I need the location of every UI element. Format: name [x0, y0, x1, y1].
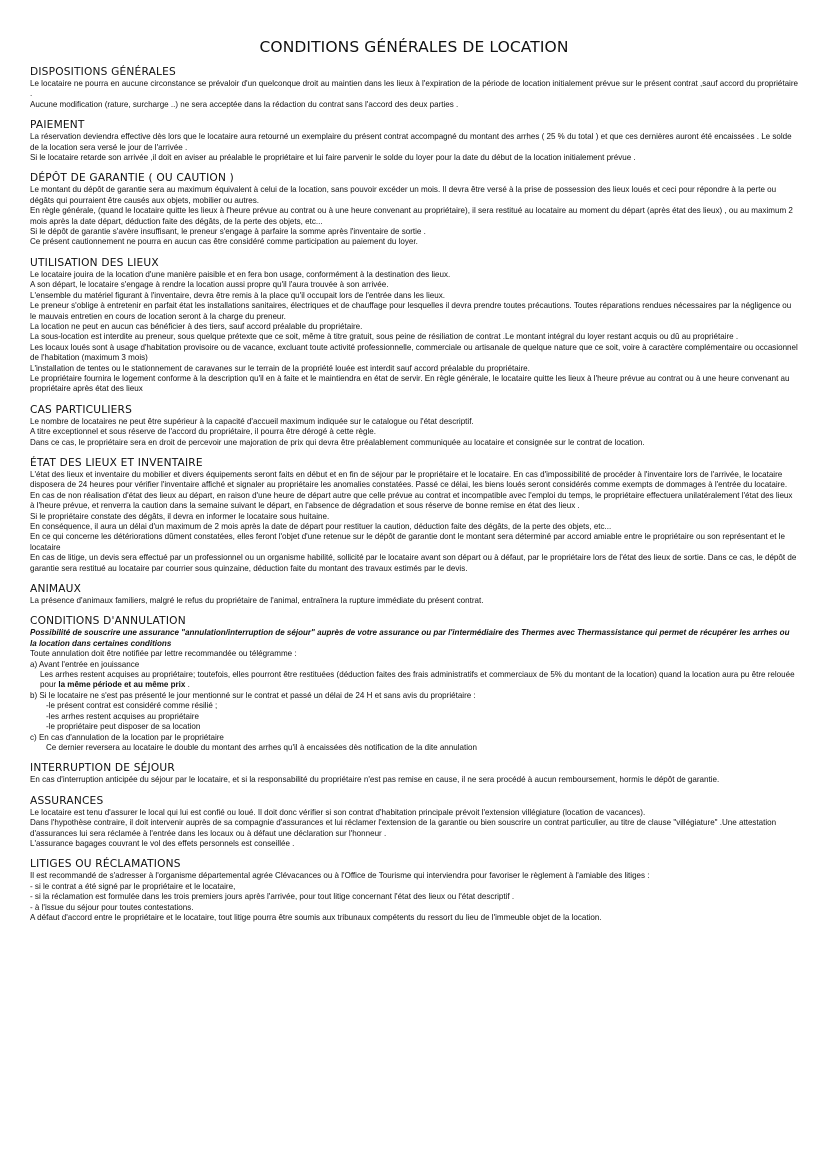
paragraph: - si le contrat a été signé par le propriétaire et le locataire,: [30, 881, 236, 891]
annulation-a-label: a) Avant l'entrée en jouissance: [30, 659, 140, 669]
paragraph: Le locataire jouira de la location d'une manière paisible et en fera bon usage, conformément à la destination des lieux.: [30, 269, 451, 279]
section: [30, 457, 798, 574]
paragraph: Si le dépôt de garantie s'avère insuffisant, le preneur s'engage à parfaire la somme après l'inventaire de sortie .: [30, 227, 426, 237]
paragraph: En conséquence, il aura un délai d'un maximum de 2 mois après la date de départ pour restituer la caution, déduction faite des dégâts, de la perte des objets, etc...: [30, 522, 612, 531]
section-heading: DÉPÔT DE GARANTIE ( OU CAUTION ): [30, 172, 234, 185]
paragraph: L'ensemble du matériel figurant à l'inventaire, devra être remis à la place qu'il occupait lors de l'entrée dans les lieux.: [30, 290, 445, 300]
paragraph: La sous-location est interdite au preneur, sous quelque prétexte que ce soit, même à titre gratuit, sous peine de résiliation de contrat .Le montant intégral du loyer restant acquis ou dû au propriétaire .: [30, 332, 739, 342]
section: [30, 583, 798, 606]
annulation-b-item: -le présent contrat est considéré comme résilié ;: [46, 701, 218, 711]
section: [30, 858, 798, 923]
paragraph: La présence d'animaux familiers, malgré le refus du propriétaire de l'animal, entraînera la rupture immédiate du présent contrat.: [30, 596, 484, 606]
annulation-a-text: Les arrhes restent acquises au propriétaire; toutefois, elles pourront être restituées (déduction faites des frais administratifs et commerciaux de 5% du montant de la location) quand la location aura pu être relouée pour la même période et au même prix .: [40, 670, 795, 690]
paragraph: - si la réclamation est formulée dans les trois premiers jours après l'arrivée, pour tout litige concernant l'état des lieux ou l'état descriptif .: [30, 892, 515, 902]
section: [30, 119, 798, 163]
section-heading: UTILISATION DES LIEUX: [30, 256, 159, 269]
paragraph: Le locataire est tenu d'assurer le local qui lui est confié ou loué. Il doit donc vérifier si son contrat d'habitation principale prévoit l'extension villégiature (location de vacances).: [30, 807, 646, 817]
paragraph: - à l'issue du séjour pour toutes contestations.: [30, 902, 194, 912]
section-annulation: [30, 615, 798, 753]
annulation-b-item: -le propriétaire peut disposer de sa location: [46, 722, 201, 732]
paragraph: Le propriétaire fournira le logement conforme à la description qu'il en à faite et le maintiendra en état de servir. En règle générale, le locataire quitte les lieux à l'heure prévue au contrat ou à une heure convenant au propriétaire après état des lieux: [30, 373, 790, 394]
paragraph: A titre exceptionnel et sous réserve de l'accord du propriétaire, il pourra être dérogé à cette règle.: [30, 427, 376, 437]
section: [30, 762, 798, 785]
paragraph: Si le propriétaire constate des dégâts, il devra en informer le locataire sous huitaine.: [30, 511, 330, 521]
paragraph: L'état des lieux et inventaire du mobilier et divers équipements seront faits en début et en fin de séjour par le propriétaire et le locataire. En cas d'impossibilité de procéder à l'inventaire lors de l'arrivée, le locataire disposera de 24 heures pour vérifier l'inventaire affiché et signaler au propriétaire les anomalies constatées. Passé ce délai, les biens loués seront considérés comme exempts de dommages à l'entrée du locataire.: [30, 469, 788, 490]
paragraph: Le locataire ne pourra en aucune circonstance se prévaloir d'un quelconque droit au maintien dans les lieux à l'expiration de la période de location initialement prévue sur le présent contrat ,sauf accord du propriétaire .: [30, 79, 798, 99]
annulation-c-text: Ce dernier reversera au locataire le double du montant des arrhes qu'il à encaissées dès notification de la dite annulation: [46, 742, 477, 752]
section-heading: CAS PARTICULIERS: [30, 403, 133, 416]
paragraph: En cas de litige, un devis sera effectué par un professionnel ou un organisme habilité, sollicité par le locataire avant son départ ou à défaut, par le propriétaire lors de l'état des lieux de sortie. Dans ce cas, le dépôt de garantie sera restitué au locataire par courrier sous quinzaine, déduction faite du montant des travaux estimés par le devis.: [30, 553, 797, 573]
paragraph: La location ne peut en aucun cas bénéficier à des tiers, sauf accord préalable du propriétaire.: [30, 321, 363, 331]
annulation-c-label: c) En cas d'annulation de la location par le propriétaire: [30, 732, 224, 742]
paragraph: Le montant du dépôt de garantie sera au maximum équivalent à celui de la location, sans pouvoir excéder un mois. Il devra être versé à la prise de possession des lieux loués et ceci pour répondre à la perte ou dégâts qui pourraient être causés aux objets, mobilier ou autres.: [30, 185, 777, 205]
section: [30, 404, 798, 448]
section: [30, 795, 798, 850]
paragraph: Le nombre de locataires ne peut être supérieur à la capacité d'accueil maximum indiquée sur le catalogue ou l'état descriptif.: [30, 416, 474, 426]
paragraph: En règle générale, (quand le locataire quitte les lieux à l'heure prévue au contrat ou à une heure convenant au propriétaire), il sera restitué au locataire au moment du départ (après état des lieux) , ou au maximum 2 mois après la date départ, déduction faite des dégâts, de la perte des objets, etc...: [30, 206, 793, 226]
annulation-b-label: b) Si le locataire ne s'est pas présenté le jour mentionné sur le contrat et passé un délai de 24 H et sans avis du propriétaire :: [30, 690, 476, 700]
paragraph: En cas de non réalisation d'état des lieux au départ, en raison d'une heure de départ autre que celle prévue au contrat et incompatible avec l'emploi du temps, le propriétaire effectuera unilatéralement l'état des lieux à l'heure prévue, et renverra la caution dans la semaine suivant le départ, en l'absence de dégradation et sous réserve de bonne remise en état des lieux .: [30, 490, 793, 511]
annulation-emphasis: Possibilité de souscrire une assurance "annulation/interruption de séjour" auprès de votre assurance ou par l'intermédiaire des Thermes avec Thermassistance qui permet de récupérer les arrhes ou la location dans certaines conditions: [30, 628, 790, 648]
paragraph: Le preneur s'oblige à entretenir en parfait état les installations sanitaires, électriques et de chauffage pour lesquelles il devra prendre toutes précautions. Toutes réparations rendues nécessaires par la négligence ou le mauvais entretien en cours de location seront à la charge du preneur.: [30, 301, 792, 321]
paragraph: Dans l'hypothèse contraire, il doit intervenir auprès de sa compagnie d'assurances et lui réclamer l'extension de la garantie ou bien souscrire un contrat particulier, au titre de clause "villégiature" .Une attestation d'assurances lui sera réclamée à l'entrée dans les locaux ou à défaut une déclaration sur l'honneur .: [30, 818, 777, 838]
annulation-intro: Toute annulation doit être notifiée par lettre recommandée ou télégramme :: [30, 649, 297, 659]
paragraph: A son départ, le locataire s'engage à rendre la location aussi propre qu'il l'aura trouvée à son arrivée.: [30, 280, 389, 290]
paragraph: A défaut d'accord entre le propriétaire et le locataire, tout litige pourra être soumis aux tribunaux compétents du ressort du lieu de l'immeuble objet de la location.: [30, 912, 602, 922]
section-heading: ASSURANCES: [30, 794, 104, 807]
paragraph: Il est recommandé de s'adresser à l'organisme départemental agrée Clévacances ou à l'Office de Tourisme qui interviendra pour favoriser le règlement à l'amiable des litiges :: [30, 871, 650, 881]
section: [30, 66, 798, 110]
paragraph: Ce présent cautionnement ne pourra en aucun cas être considéré comme participation au paiement du loyer.: [30, 237, 418, 247]
section-heading: PAIEMENT: [30, 119, 85, 132]
section-heading: DISPOSITIONS GÉNÉRALES: [30, 66, 176, 78]
section-heading: INTERRUPTION DE SÉJOUR: [30, 762, 175, 775]
paragraph: Si le locataire retarde son arrivée ,il doit en aviser au préalable le propriétaire et lui faire parvenir le solde du loyer pour la date du début de la location initialement prévue .: [30, 153, 636, 163]
section: [30, 172, 798, 247]
paragraph: Aucune modification (rature, surcharge ..) ne sera acceptée dans la rédaction du contrat sans l'accord des deux parties .: [30, 99, 459, 109]
paragraph: La réservation deviendra effective dès lors que le locataire aura retourné un exemplaire du présent contrat accompagné du montant des arrhes ( 25 % du total ) et que ces dernières auront été encaissées . Le solde de la location sera versé le jour de l'arrivée .: [30, 132, 792, 152]
annulation-b-item: -les arrhes restent acquises au propriétaire: [46, 711, 199, 721]
paragraph: L'assurance bagages couvrant le vol des effets personnels est conseillée .: [30, 838, 295, 848]
document-page: [30, 38, 798, 932]
paragraph: L'installation de tentes ou le stationnement de caravanes sur le terrain de la propriété louée est interdit sauf accord préalable du propriétaire.: [30, 363, 530, 373]
document-title: CONDITIONS GÉNÉRALES DE LOCATION: [259, 38, 569, 56]
paragraph: En cas d'interruption anticipée du séjour par le locataire, et si la responsabilité du propriétaire n'est pas remise en cause, il ne sera procédé à aucun remboursement, hormis le dépôt de garantie.: [30, 775, 720, 785]
paragraph: Les locaux loués sont à usage d'habitation provisoire ou de vacance, excluant toute activité professionnelle, commerciale ou artisanale de quelque nature que ce soit, voire à caractère complémentaire ou occasionnel de l'habitation (maximum 3 mois): [30, 342, 798, 363]
paragraph: En ce qui concerne les détériorations dûment constatées, elles feront l'objet d'une retenue sur le dépôt de garantie dont le montant sera déterminé par accord amiable entre le propriétaire ou son représentant et le locataire: [30, 532, 786, 552]
section-heading: CONDITIONS D'ANNULATION: [30, 615, 186, 628]
section-heading: ANIMAUX: [30, 583, 82, 596]
paragraph: Dans ce cas, le propriétaire sera en droit de percevoir une majoration de prix qui devra être préalablement communiquée au locataire et consignée sur le contrat de location.: [30, 437, 645, 447]
section-heading: LITIGES OU RÉCLAMATIONS: [30, 858, 181, 871]
section-heading: ÉTAT DES LIEUX ET INVENTAIRE: [30, 456, 203, 469]
section: [30, 257, 798, 395]
